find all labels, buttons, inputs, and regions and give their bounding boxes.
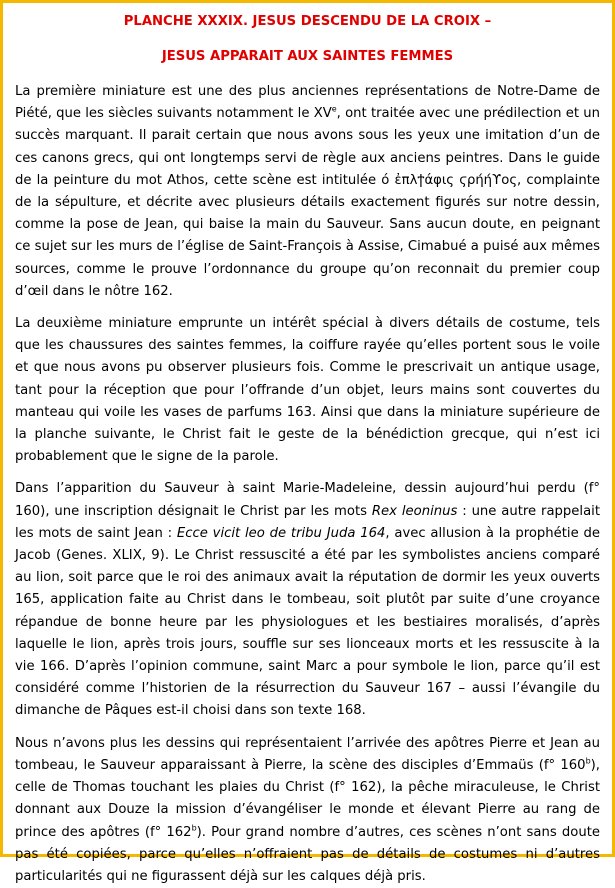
paragraph-4	[15, 733, 600, 888]
plate-subtitle: JESUS APPARAIT AUX SAINTES FEMMES	[161, 49, 454, 64]
century-superscript: e	[331, 104, 337, 114]
latin-quote-rex-leoninus: Rex leoninus	[371, 503, 458, 519]
paragraph-4-text-c: ). Pour grand nombre d’autres, ces scènes n’ont sans doute pas été copiées, parce qu’elles n’offraient pas de détails de costumes ni d’autres particularités qui ne figurassent déjà sur les calques déjà pris.	[15, 824, 600, 884]
paragraph-1-text-a: La première miniature est une des plus anciennes représentations de Notre-Dame de Piété, que les siècles suivants notamment le XV	[15, 84, 600, 122]
paragraph-3-text-b: : une autre rappelait les mots de saint Jean :	[15, 503, 600, 541]
paragraph-3-text-c: , avec allusion à la prophétie de Jacob (Genes. XLIX, 9). Le Christ ressuscité a été par les symbolistes anciens comparé au lion, soit parce que le roi des animaux avait la réputation de dormir les yeux ouverts 165, application faite au Christ dans le tombeau, soit plutôt par suite d’une croyance répandue de bonne heure par les physiologues et les bestiaires moralisés, d’après laquelle le lion, après trois jours, souffle sur ses lionceaux morts et les ressuscite à la vie 166. D’après l’opinion commune, saint Marc a pour symbole le lion, parce qu’il est considéré comme l’historien de la résurrection du Sauveur 167 – aussi l’évangile du dimanche de Pâques est-il choisi dans son texte 168.	[15, 525, 600, 719]
paragraph-2: La deuxième miniature emprunte un intérêt spécial à divers détails de costume, tels que les chaussures des saintes femmes, la coiffure rayée qu’elles portent sous le voile et que nous avons pu observer plusieurs fois. Comme le prescrivait un antique usage, tant pour la réception que pour l’offrande d’un objet, leurs mains sont couvertes du manteau qui voile les vases de parfums 163. Ainsi que dans la miniature supérieure de la planche suivante, le Christ fait le geste de la bénédiction grecque, qui n’est ici probablement que le signe de la parole.	[15, 316, 600, 465]
paragraph-1-text-b: , ont traitée avec une prédilection et un succès marquant. Il parait certain que nous avons sous les yeux une imitation d’un de ces canons grecs, qui ont longtemps servi de règle aux anciens peintres. Dans le guide de la peinture du mot Athos, cette scène est intitulée ό ἐπλϯάφις ϛρήήϒος, complainte de la sépulture, et décrite avec plusieurs détails exactement figurés sur notre dessin, comme la pose de Jean, qui baise la main du Sauveur. Sans aucun doute, en peignant ce sujet sur les murs de l’église de Saint-François à Assise, Cimabué a puisé aux mêmes sources, comme le prouve l’ordonnance du groupe qu’on reconnait du premier coup d’œil dans le nôtre 162.	[15, 106, 600, 299]
paragraph-1	[15, 81, 600, 303]
latin-quote-ecce-vicit: Ecce vicit leo de tribu Juda 164	[176, 525, 386, 541]
document-page	[15, 11, 600, 888]
paragraph-4-text-a: Nous n’avons plus les dessins qui représentaient l’arrivée des apôtres Pierre et Jean au tombeau, le Sauveur apparaissant à Pierre, la scène des disciples d’Emmaüs (f° 160	[15, 735, 600, 773]
paragraph-3	[15, 478, 600, 722]
paragraph-4-text-b: ), celle de Thomas touchant les plaies du Christ (f° 162), la pêche miraculeuse, le Christ donnant aux Douze la mission d’évangéliser le monde et élevant Pierre au rang de prince des apôtres (f° 162	[15, 757, 600, 840]
paragraph-3-text-a: Dans l’apparition du Sauveur à saint Marie-Madeleine, dessin aujourd’hui perdu (f° 160), une inscription désignait le Christ par les mots	[15, 481, 600, 519]
folio-superscript-1: b	[585, 756, 591, 766]
plate-title: PLANCHE XXXIX. JESUS DESCENDU DE LA CROIX –	[123, 14, 492, 29]
folio-superscript-2: b	[191, 823, 197, 833]
